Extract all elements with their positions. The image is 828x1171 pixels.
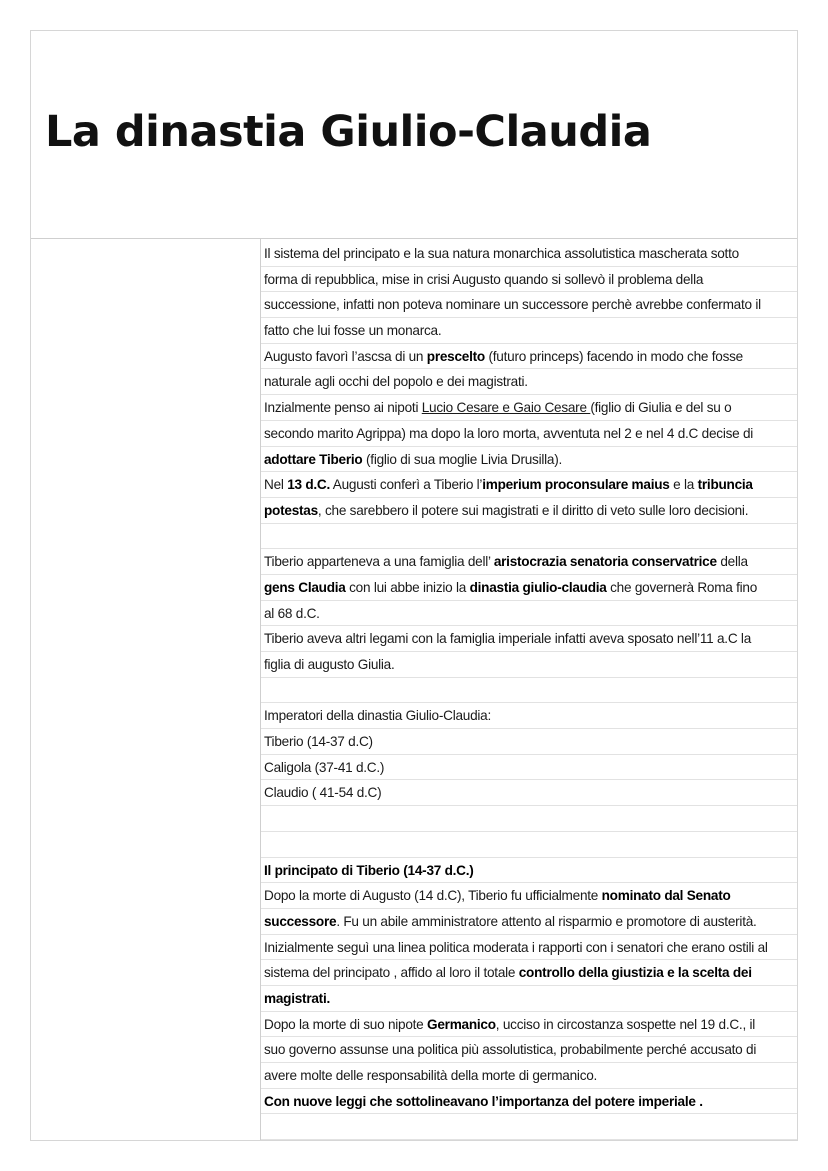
text-span: Dopo la morte di suo nipote [264,1016,428,1032]
notes-column [261,241,797,1140]
text-span: e la [669,477,698,493]
note-line [261,1063,797,1089]
bold-text: tribuncia [697,477,753,493]
text-span: avere molte delle responsabilità della morte di germanico. [264,1068,598,1083]
note-line [261,986,797,1012]
bold-text: successore [264,913,337,929]
text-span: Tiberio apparteneva a una famiglia dell’ [264,554,494,570]
bold-text: 13 d.C. [287,477,331,493]
text-span: suo governo assunse una politica più assolutistica, probabilmente perché accusato di [264,1042,757,1058]
text-span: Augusti conferì a Tiberio l’ [330,477,483,493]
text-span: Tiberio (14-37 d.C) [264,734,373,750]
text-span: Il sistema del principato e la sua natura monarchica assolutistica mascherata sotto [264,246,739,261]
text-span: (futuro princeps) facendo in modo che fosse [484,348,743,364]
title-section [31,31,797,239]
text-span: Claudio ( 41-54 d.C) [264,785,382,801]
note-line [261,549,797,575]
note-line [261,524,797,550]
bold-text: imperium proconsulare maius [482,477,670,493]
page-title: La dinastia Giulio-Claudia [45,107,652,157]
note-line [261,498,797,524]
note-line [261,395,797,421]
bold-text: Germanico [427,1016,496,1032]
note-line [261,678,797,704]
bold-text: prescelto [426,348,485,364]
text-span: Caligola (37-41 d.C.) [264,759,385,775]
bold-text: adottare Tiberio [264,451,363,467]
note-line [261,960,797,986]
note-line [261,369,797,395]
text-span: Imperatori della dinastia Giulio-Claudia: [264,708,492,724]
text-span: Nel [264,477,288,493]
note-line [261,703,797,729]
text-span: al 68 d.C. [264,605,320,621]
note-line [261,780,797,806]
note-line [261,626,797,652]
note-line [261,601,797,627]
text-span: (figlio di Giulia e del su o [590,400,732,416]
note-line [261,1037,797,1063]
text-span: sistema del principato , affido al loro il totale [264,965,519,981]
note-line [261,1089,797,1115]
note-line [261,292,797,318]
bold-text: aristocrazia senatoria conservatrice [493,554,717,570]
text-span: figlia di augusto Giulia. [264,657,395,672]
note-line [261,909,797,935]
text-span: Augusto favorì l’ascsa di un [264,348,427,364]
text-span: forma di repubblica, mise in crisi Augusto quando si sollevò il problema della [264,271,704,287]
bold-text: Con nuove leggi che sottolineavano l’importanza del potere imperiale . [264,1093,703,1109]
bold-text: controllo della giustizia e la scelta dei [518,965,752,981]
text-span: , ucciso in circostanza sospette nel 19 d.C., il [495,1016,756,1032]
bold-text: Il principato di Tiberio (14-37 d.C.) [264,862,474,878]
bold-text: magistrati. [264,990,330,1006]
note-line [261,935,797,961]
bold-text: dinastia giulio-claudia [469,579,607,595]
text-span: Inizialmente seguì una linea politica moderata i rapporti con i senatori che erano ostili al [264,939,768,955]
note-line [261,858,797,884]
note-line [261,472,797,498]
note-line [261,1012,797,1038]
note-line [261,344,797,370]
note-line [261,1114,797,1140]
cue-column [31,238,261,1140]
text-span: con lui abbe inizio la [345,579,470,595]
note-line [261,652,797,678]
note-line [261,267,797,293]
notes-page [30,30,798,1141]
note-line [261,318,797,344]
text-span: , che sarebbero il potere sui magistrati e il diritto di veto sulle loro decisioni. [317,502,749,518]
bold-text: nominato dal Senato [601,888,731,904]
text-span: naturale agli occhi del popolo e dei magistrati. [264,374,528,390]
note-line [261,729,797,755]
text-span: fatto che lui fosse un monarca. [264,323,442,339]
note-line [261,832,797,858]
text-span: secondo marito Agrippa) ma dopo la loro morta, avventuta nel 2 e nel 4 d.C decise di [264,425,754,441]
text-span: Tiberio aveva altri legami con la famiglia imperiale infatti aveva sposato nell’11 a.C la [264,631,752,647]
note-line [261,575,797,601]
note-line [261,755,797,781]
note-line [261,447,797,473]
text-span: Inzialmente penso ai nipoti [264,400,422,416]
note-line [261,883,797,909]
text-span: . Fu un abile amministratore attento al risparmio e promotore di austerità. [336,913,757,929]
note-line [261,806,797,832]
note-line [261,421,797,447]
text-span: Dopo la morte di Augusto (14 d.C), Tiberio fu ufficialmente [264,888,602,904]
note-line [261,241,797,267]
text-span: che governerà Roma fino [606,579,758,595]
text-span: successione, infatti non poteva nominare un successore perchè avrebbe confermato il [264,297,761,313]
underlined-text: Lucio Cesare e Gaio Cesare [421,400,591,416]
bold-text: gens Claudia [264,579,346,595]
text-span: (figlio di sua moglie Livia Drusilla). [362,451,563,467]
text-span: della [716,554,748,570]
bold-text: potestas [264,502,318,518]
